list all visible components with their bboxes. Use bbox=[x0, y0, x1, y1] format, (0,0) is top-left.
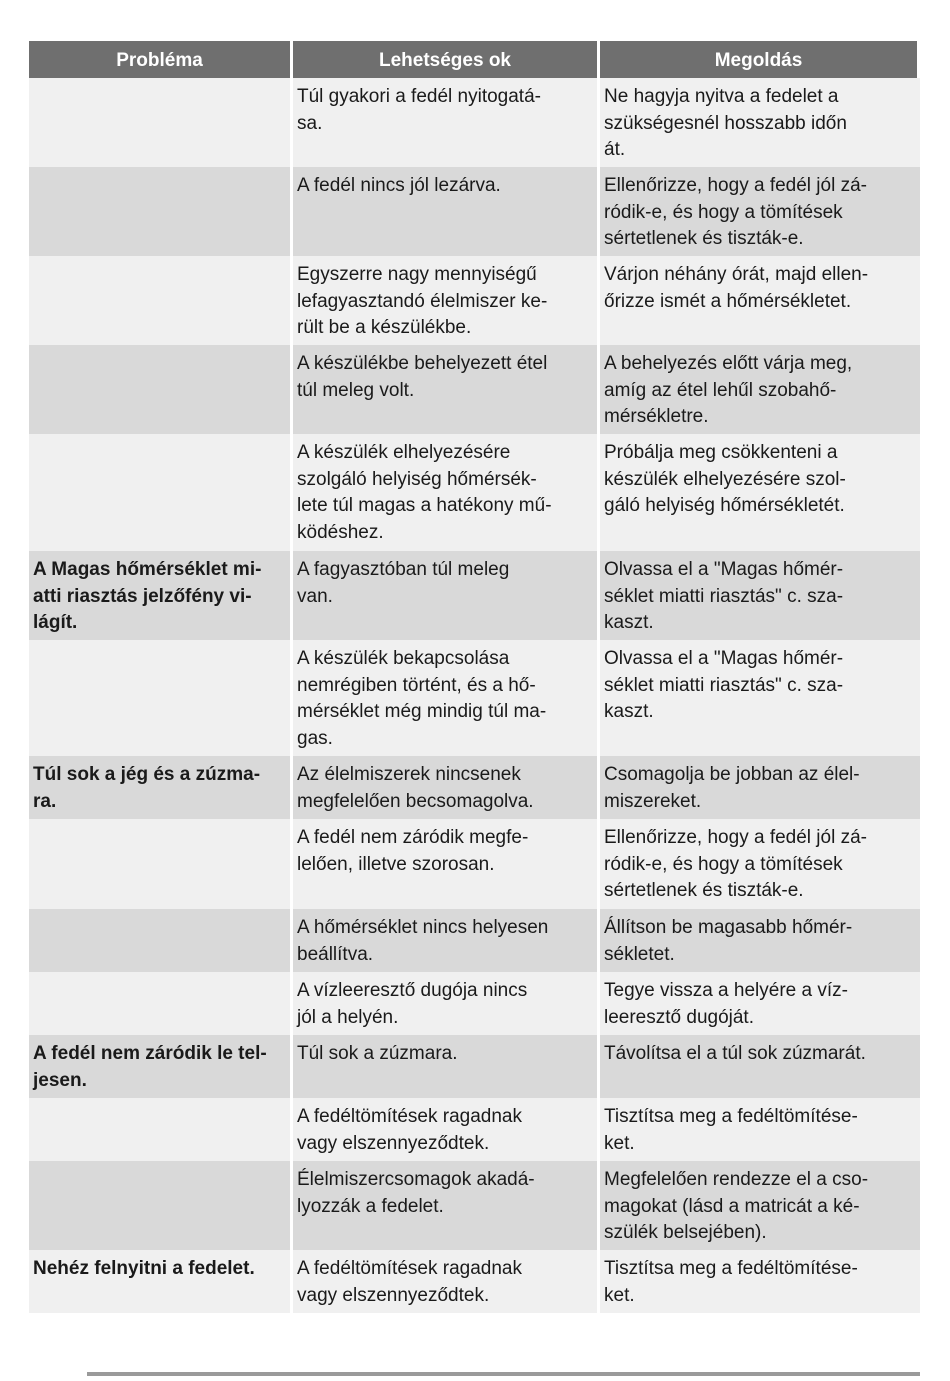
problem-cell bbox=[29, 434, 293, 551]
solution-cell: Olvassa el a "Magas hőmér- séklet miatti riasztás" c. sza- kaszt. bbox=[600, 551, 920, 640]
cause-cell: A fedél nincs jól lezárva. bbox=[293, 167, 600, 256]
solution-cell: Tegye vissza a helyére a víz- leeresztő dugóját. bbox=[600, 972, 920, 1035]
cause-cell: A vízleeresztő dugója nincs jól a helyén. bbox=[293, 972, 600, 1035]
solution-cell: A behelyezés előtt várja meg, amíg az étel lehűl szobahő- mérsékletre. bbox=[600, 345, 920, 434]
cause-cell: Túl sok a zúzmara. bbox=[293, 1035, 600, 1098]
cause-cell: A fedéltömítések ragadnak vagy elszennyeződtek. bbox=[293, 1250, 600, 1313]
problem-cell bbox=[29, 1098, 293, 1161]
solution-cell: Tisztítsa meg a fedéltömítése- ket. bbox=[600, 1250, 920, 1313]
problem-cell bbox=[29, 819, 293, 909]
cause-cell: Egyszerre nagy mennyiségű lefagyasztandó élelmiszer ke- rült be a készülékbe. bbox=[293, 256, 600, 345]
problem-cell: A Magas hőmérséklet mi- atti riasztás jelzőfény vi- lágít. bbox=[29, 551, 293, 640]
cause-cell: A készülék bekapcsolása nemrégiben történt, és a hő- mérséklet még mindig túl ma- gas. bbox=[293, 640, 600, 756]
cause-cell: A fedél nem záródik megfe- lelően, illetve szorosan. bbox=[293, 819, 600, 909]
cause-cell: A hőmérséklet nincs helyesen beállítva. bbox=[293, 909, 600, 972]
solution-cell: Ne hagyja nyitva a fedelet a szükségesnél hosszabb időn át. bbox=[600, 78, 920, 167]
cause-cell: Túl gyakori a fedél nyitogatá- sa. bbox=[293, 78, 600, 167]
problem-cell: Nehéz felnyitni a fedelet. bbox=[29, 1250, 293, 1313]
footer-divider bbox=[87, 1372, 920, 1376]
problem-cell bbox=[29, 640, 293, 756]
troubleshooting-table bbox=[29, 41, 920, 1313]
solution-cell: Várjon néhány órát, majd ellen- őrizze ismét a hőmérsékletet. bbox=[600, 256, 920, 345]
solution-cell: Tisztítsa meg a fedéltömítése- ket. bbox=[600, 1098, 920, 1161]
cause-cell: A készülék elhelyezésére szolgáló helyiség hőmérsék- lete túl magas a hatékony mű- ködéshez. bbox=[293, 434, 600, 551]
solution-cell: Olvassa el a "Magas hőmér- séklet miatti riasztás" c. sza- kaszt. bbox=[600, 640, 920, 756]
solution-cell: Csomagolja be jobban az élel- miszereket. bbox=[600, 756, 920, 819]
header-cause: Lehetséges ok bbox=[293, 41, 600, 78]
problem-cell: Túl sok a jég és a zúzma- ra. bbox=[29, 756, 293, 819]
cause-cell: Az élelmiszerek nincsenek megfelelően becsomagolva. bbox=[293, 756, 600, 819]
header-solution: Megoldás bbox=[600, 41, 920, 78]
cause-cell: Élelmiszercsomagok akadá- lyozzák a fedelet. bbox=[293, 1161, 600, 1250]
problem-cell bbox=[29, 972, 293, 1035]
problem-cell bbox=[29, 78, 293, 167]
problem-cell bbox=[29, 1161, 293, 1250]
problem-cell bbox=[29, 345, 293, 434]
solution-cell: Próbálja meg csökkenteni a készülék elhelyezésére szol- gáló helyiség hőmérsékletét. bbox=[600, 434, 920, 551]
problem-cell bbox=[29, 167, 293, 256]
solution-cell: Állítson be magasabb hőmér- sékletet. bbox=[600, 909, 920, 972]
solution-cell: Ellenőrizze, hogy a fedél jól zá- ródik-e, és hogy a tömítések sértetlenek és tiszták-e. bbox=[600, 819, 920, 909]
problem-cell bbox=[29, 256, 293, 345]
problem-cell: A fedél nem záródik le tel- jesen. bbox=[29, 1035, 293, 1098]
cause-cell: A fedéltömítések ragadnak vagy elszennyeződtek. bbox=[293, 1098, 600, 1161]
solution-cell: Megfelelően rendezze el a cso- magokat (lásd a matricát a ké- szülék belsejében). bbox=[600, 1161, 920, 1250]
solution-cell: Ellenőrizze, hogy a fedél jól zá- ródik-e, és hogy a tömítések sértetlenek és tiszták-e. bbox=[600, 167, 920, 256]
header-problem: Probléma bbox=[29, 41, 293, 78]
problem-cell bbox=[29, 909, 293, 972]
cause-cell: A fagyasztóban túl meleg van. bbox=[293, 551, 600, 640]
cause-cell: A készülékbe behelyezett étel túl meleg volt. bbox=[293, 345, 600, 434]
solution-cell: Távolítsa el a túl sok zúzmarát. bbox=[600, 1035, 920, 1098]
